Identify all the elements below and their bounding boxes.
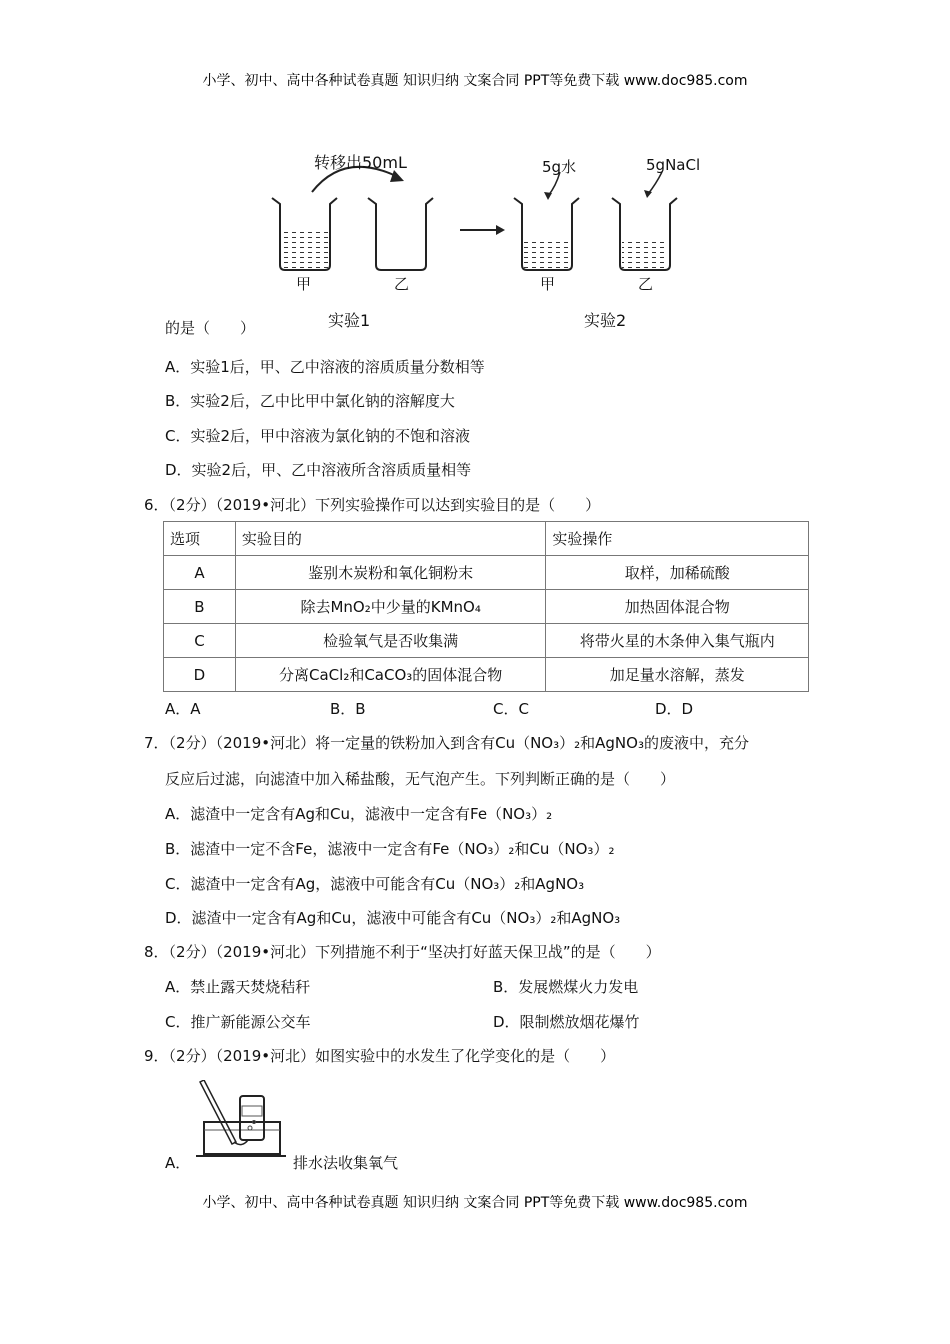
table-cell: 鉴别木炭粉和氧化铜粉末: [235, 556, 546, 590]
table-header: 实验操作: [546, 522, 809, 556]
table-cell: 加足量水溶解，蒸发: [546, 658, 809, 692]
q8-stem: 8．（2分）（2019•河北）下列措施不利于“坚决打好蓝天保卫战”的是（ ）: [144, 943, 661, 961]
beaker-jia-exp2: [514, 198, 579, 270]
q8-option-d: D．限制燃放烟花爆竹: [493, 1013, 640, 1031]
table-header-row: [164, 522, 809, 556]
q5-option-c: C．实验2后，甲中溶液为氯化钠的不饱和溶液: [165, 427, 471, 445]
experiment-figure: [260, 140, 720, 335]
q6-stem: 6．（2分）（2019•河北）下列实验操作可以达到实验目的是（ ）: [144, 496, 601, 514]
table-cell: A: [164, 556, 236, 590]
q5-stem-tail: 的是（ ）: [165, 319, 256, 337]
table-cell: 取样，加稀硫酸: [546, 556, 809, 590]
q5-option-a: A．实验1后，甲、乙中溶液的溶质质量分数相等: [165, 358, 485, 376]
q9-stem: 9．（2分）（2019•河北）如图实验中的水发生了化学变化的是（ ）: [144, 1047, 616, 1065]
table-cell: B: [164, 590, 236, 624]
table-row: [164, 624, 809, 658]
q7-option-a: A．滤渣中一定含有Ag和Cu，滤液中一定含有Fe（NO₃）₂: [165, 805, 553, 823]
table-cell: 除去MnO₂中少量的KMnO₄: [235, 590, 546, 624]
table-header: 选项: [164, 522, 236, 556]
table-cell: D: [164, 658, 236, 692]
table-cell: 分离CaCl₂和CaCO₃的固体混合物: [235, 658, 546, 692]
q9-option-a-figure: [196, 1080, 292, 1162]
table-cell: C: [164, 624, 236, 658]
beaker-jia-exp1: [272, 198, 337, 270]
q5-option-d: D．实验2后，甲、乙中溶液所含溶质质量相等: [165, 461, 472, 479]
beaker-yi-exp1: [368, 198, 433, 270]
q6-answer-a: A．A: [165, 700, 201, 718]
water-label: 5g水: [542, 158, 577, 176]
q7-option-b: B．滤渣中一定不含Fe，滤液中一定含有Fe（NO₃）₂和Cu（NO₃）₂: [165, 840, 615, 858]
q8-option-a: A．禁止露天焚烧秸秆: [165, 978, 311, 996]
label-yi-exp2: 乙: [638, 275, 654, 293]
water-collection-diagram: [196, 1080, 292, 1162]
q9-option-a-caption: 排水法收集氧气: [293, 1154, 399, 1172]
beaker-yi-exp2: [612, 198, 677, 270]
label-jia-exp2: 甲: [540, 275, 556, 293]
page-footer: 小学、初中、高中各种试卷真题 知识归纳 文案合同 PPT等免费下载 www.doc985.com: [202, 1195, 748, 1211]
q8-option-c: C．推广新能源公交车: [165, 1013, 311, 1031]
exp1-label: 实验1: [328, 311, 371, 330]
page-header: 小学、初中、高中各种试卷真题 知识归纳 文案合同 PPT等免费下载 www.doc985.com: [202, 73, 748, 89]
label-jia-exp1: 甲: [296, 275, 312, 293]
exp2-label: 实验2: [584, 311, 627, 330]
transfer-label: 转移出50mL: [314, 153, 407, 172]
q6-answer-c: C．C: [493, 700, 529, 718]
q7-option-c: C．滤渣中一定含有Ag，滤液中可能含有Cu（NO₃）₂和AgNO₃: [165, 875, 585, 893]
table-cell: 将带火星的木条伸入集气瓶内: [546, 624, 809, 658]
label-yi-exp1: 乙: [394, 275, 410, 293]
table-row: [164, 658, 809, 692]
table-header: 实验目的: [235, 522, 546, 556]
table-row: [164, 590, 809, 624]
table-cell: 检验氧气是否收集满: [235, 624, 546, 658]
q6-answer-b: B．B: [330, 700, 366, 718]
q5-option-b: B．实验2后，乙中比甲中氯化钠的溶解度大: [165, 392, 455, 410]
q7-option-d: D．滤渣中一定含有Ag和Cu，滤液中可能含有Cu（NO₃）₂和AgNO₃: [165, 909, 621, 927]
table-row: [164, 556, 809, 590]
q8-option-b: B．发展燃煤火力发电: [493, 978, 639, 996]
table-cell: 加热固体混合物: [546, 590, 809, 624]
q7-stem-line1: 7．（2分）（2019•河北）将一定量的铁粉加入到含有Cu（NO₃）₂和AgNO₃的废液中，充分: [144, 734, 749, 752]
q7-stem-line2: 反应后过滤，向滤渣中加入稀盐酸，无气泡产生。下列判断正确的是（ ）: [165, 770, 676, 788]
q6-table: [163, 521, 809, 692]
q6-answer-d: D．D: [655, 700, 694, 718]
nacl-label: 5gNaCl: [646, 156, 701, 174]
q9-option-a-letter: A．: [165, 1154, 191, 1172]
